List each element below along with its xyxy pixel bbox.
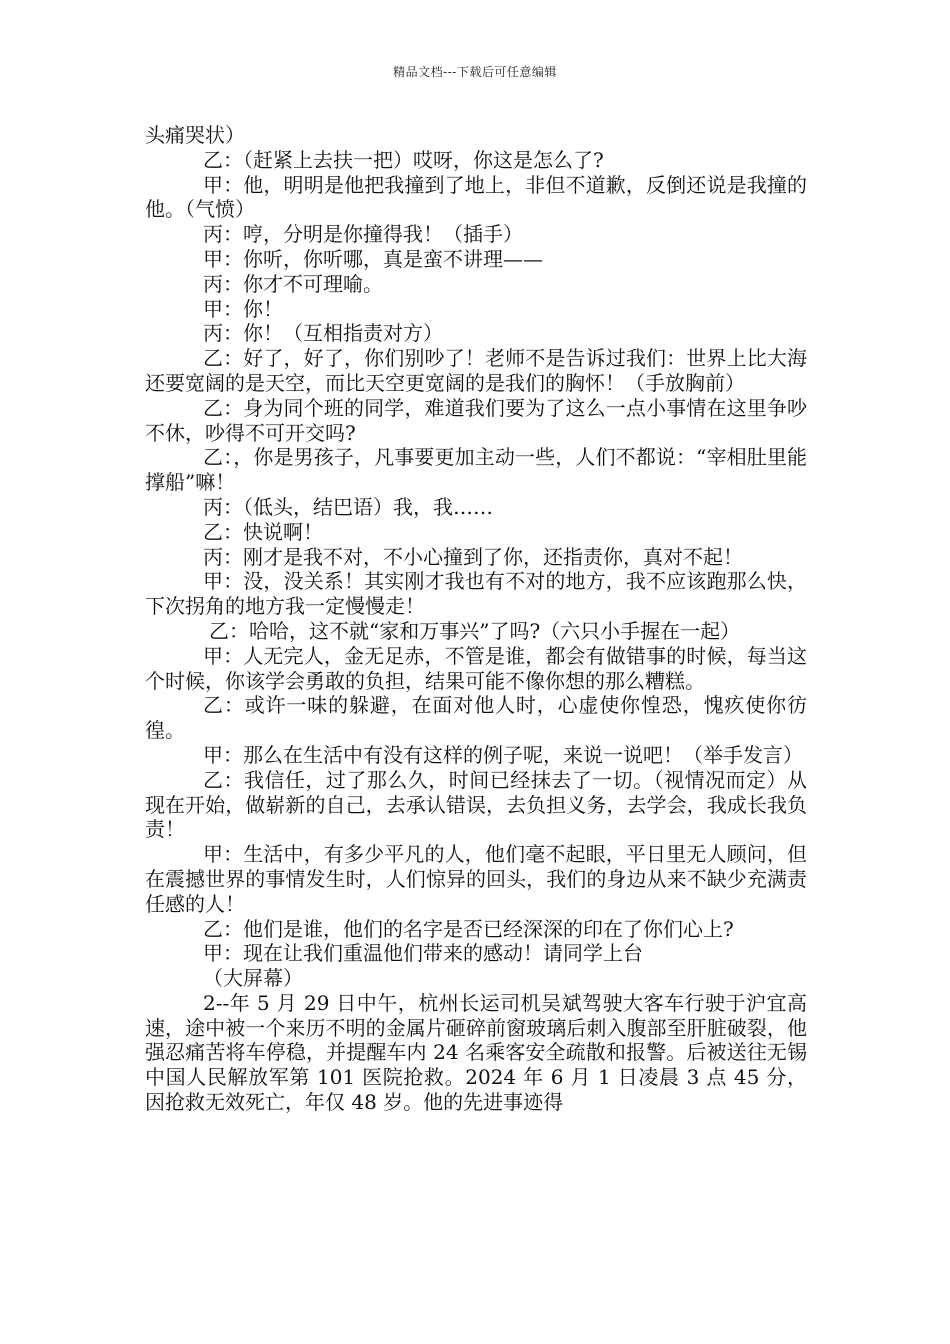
dialogue-paragraph: 乙：，你是男孩子，凡事要更加主动一些，人们不都说：“宰相肚里能撑船”嘛！ — [145, 445, 807, 495]
dialogue-paragraph: 乙：或许一味的躲避，在面对他人时，心虚使你惶恐，愧疚使你彷徨。 — [145, 693, 807, 743]
dialogue-paragraph: 头痛哭状） — [145, 123, 245, 147]
dialogue-paragraph: 丙：（低头，结巴语）我，我…… — [203, 494, 493, 519]
dialogue-paragraph: 甲：人无完人，金无足赤，不管是谁，都会有做错事的时候，每当这个时候，你该学会勇敢的负担，结果可能不像你想的那么糟糕。 — [145, 643, 807, 693]
dialogue-paragraph: 丙：你！（互相指责对方） — [203, 321, 443, 346]
dialogue-paragraph: 乙：（赶紧上去扶一把）哎呀，你这是怎么了? — [203, 147, 604, 172]
dialogue-paragraph: 乙：身为同个班的同学，难道我们要为了这么一点小事情在这里争吵不休，吵得不可开交吗? — [145, 395, 807, 445]
dialogue-paragraph: 甲：你听，你听哪，真是蛮不讲理—— — [203, 246, 543, 271]
dialogue-paragraph: （大屏幕） — [203, 966, 303, 991]
dialogue-paragraph: 甲：没，没关系！其实刚才我也有不对的地方，我不应该跑那么快，下次拐角的地方我一定慢慢走！ — [145, 569, 807, 619]
page-header: 精品文档---下载后可任意编辑 — [393, 65, 557, 79]
dialogue-paragraph: 乙：哈哈，这不就“家和万事兴”了吗?（六只小手握在一起） — [209, 618, 741, 643]
dialogue-paragraph: 丙：刚才是我不对，不小心撞到了你，还指责你，真对不起！ — [203, 544, 743, 569]
dialogue-paragraph: 2--年 5 月 29 日中午，杭州长运司机吴斌驾驶大客车行驶于沪宜高速，途中被一个来历不明的金属片砸碎前窗玻璃后刺入腹部至肝脏破裂，他强忍痛苦将车停稳，并提醒车内 24 名乘客安全疏散和报警。后被送往无锡中国人民解放军第 101 医院抢救。2024 年 6 月 1 日凌晨 3 点 45 分，因抢救无效死亡，年仅 48 岁。他的先进事迹得 — [145, 990, 807, 1115]
dialogue-paragraph: 乙：快说啊！ — [203, 519, 323, 544]
dialogue-paragraph: 甲：生活中，有多少平凡的人，他们毫不起眼，平日里无人顾问，但在震撼世界的事情发生时，人们惊异的回头，我们的身边从来不缺少充满责任感的人！ — [145, 842, 807, 916]
dialogue-paragraph: 甲：他，明明是他把我撞到了地上，非但不道歉，反倒还说是我撞的他。（气愤） — [145, 172, 807, 222]
dialogue-paragraph: 乙：我信任，过了那么久，时间已经抹去了一切。（视情况而定）从现在开始，做崭新的自己，去承认错误，去负担义务，去学会，我成长我负责！ — [145, 767, 807, 842]
dialogue-paragraph: 丙：哼，分明是你撞得我！（插手） — [203, 222, 523, 247]
dialogue-paragraph: 甲：你！ — [203, 296, 283, 321]
document-body — [145, 123, 807, 1115]
dialogue-paragraph: 丙：你才不可理喻。 — [203, 271, 383, 296]
dialogue-paragraph: 甲：现在让我们重温他们带来的感动！请同学上台 — [203, 941, 643, 966]
dialogue-paragraph: 乙：好了，好了，你们别吵了！老师不是告诉过我们：世界上比大海还要宽阔的是天空，而比天空更宽阔的是我们的胸怀！（手放胸前） — [145, 346, 807, 395]
dialogue-paragraph: 乙：他们是谁，他们的名字是否已经深深的印在了你们心上? — [203, 916, 734, 941]
dialogue-paragraph: 甲：那么在生活中有没有这样的例子呢，来说一说吧！（举手发言） — [203, 742, 803, 767]
